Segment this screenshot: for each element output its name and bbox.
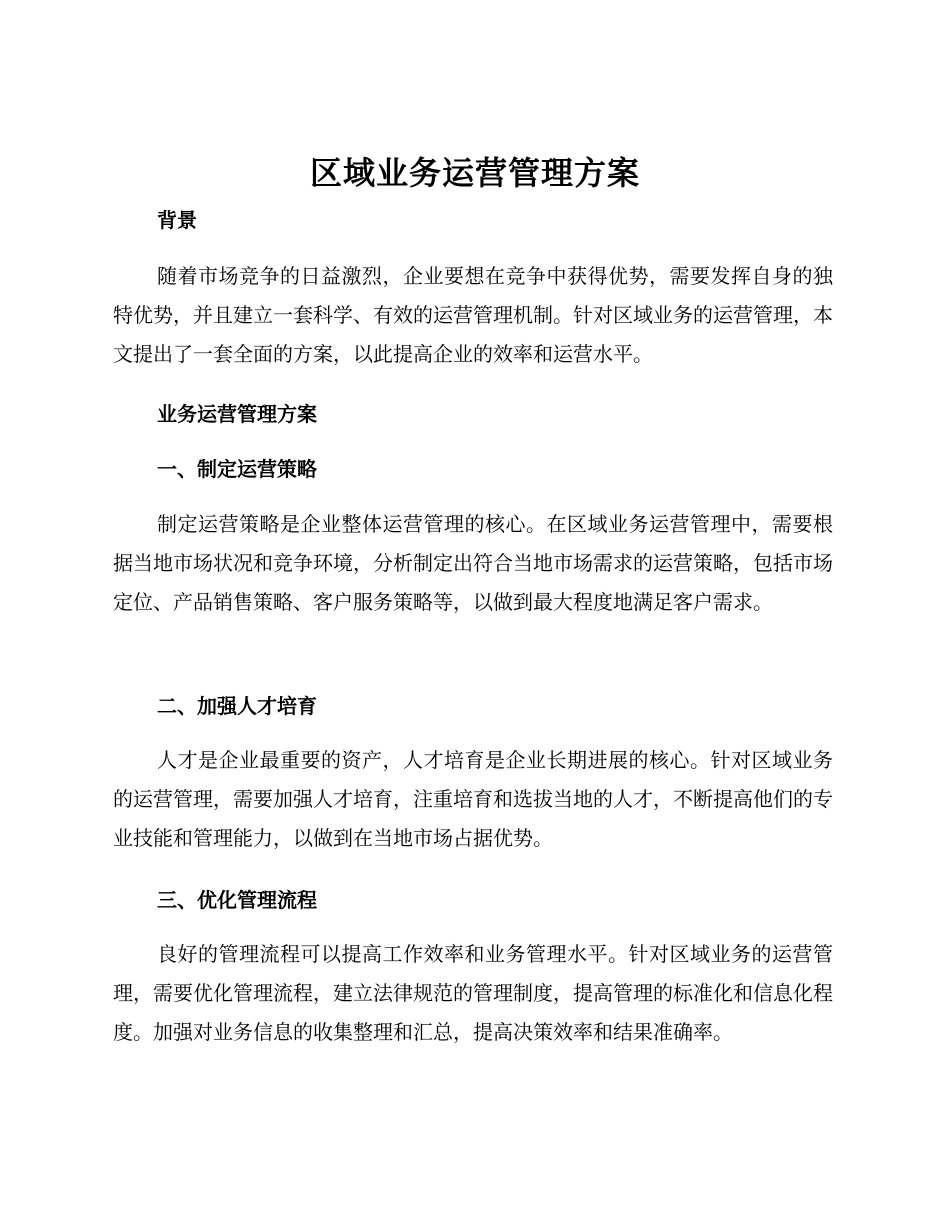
section-heading-strategy: 一、制定运营策略 xyxy=(157,457,317,481)
section-heading-process: 三、优化管理流程 xyxy=(157,888,317,912)
document-title: 区域业务运营管理方案 xyxy=(309,154,640,192)
paragraph-process: 良好的管理流程可以提高工作效率和业务管理水平。针对区域业务的运营管理，需要优化管理流程，建立法律规范的管理制度，提高管理的标准化和信息化程度。加强对业务信息的收集整理和汇总，提高决策效率和结果准确率。 xyxy=(113,942,833,1044)
section-heading-talent: 二、加强人才培育 xyxy=(157,694,317,718)
paragraph-strategy: 制定运营策略是企业整体运营管理的核心。在区域业务运营管理中，需要根据当地市场状况和竞争环境，分析制定出符合当地市场需求的运营策略，包括市场定位、产品销售策略、客户服务策略等，以做到最大程度地满足客户需求。 xyxy=(113,512,833,614)
paragraph-background: 随着市场竞争的日益激烈，企业要想在竞争中获得优势，需要发挥自身的独特优势，并且建立一套科学、有效的运营管理机制。针对区域业务的运营管理，本文提出了一套全面的方案，以此提高企业的效率和运营水平。 xyxy=(113,264,833,366)
paragraph-talent: 人才是企业最重要的资产，人才培育是企业长期进展的核心。针对区域业务的运营管理，需要加强人才培育，注重培育和选拔当地的人才，不断提高他们的专业技能和管理能力，以做到在当地市场占据优势。 xyxy=(113,748,833,850)
section-heading-plan: 业务运营管理方案 xyxy=(157,402,317,426)
section-heading-background: 背景 xyxy=(157,208,197,232)
